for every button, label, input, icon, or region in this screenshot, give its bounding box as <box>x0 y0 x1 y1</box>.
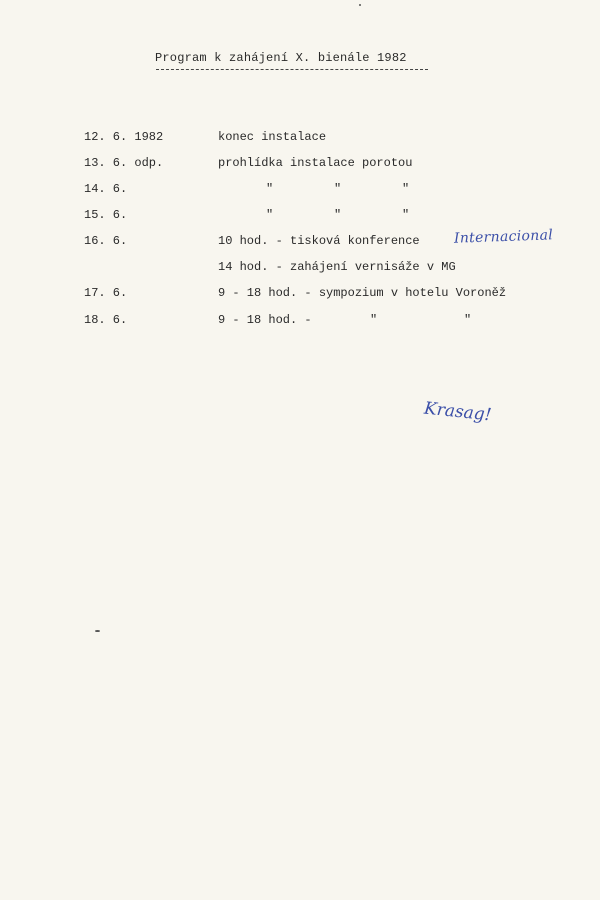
ditto-mark: " <box>334 182 342 196</box>
row-date: 14. 6. <box>84 182 128 196</box>
ditto-mark: " <box>266 208 274 222</box>
paper-speck <box>359 4 361 6</box>
row-event: 10 hod. - tisková konference <box>218 234 420 248</box>
schedule-row <box>0 182 600 200</box>
row-event: prohlídka instalace porotou <box>218 156 413 170</box>
paper-speck <box>95 630 100 632</box>
handwritten-note: Internacional <box>453 227 554 247</box>
ditto-mark: " <box>266 182 274 196</box>
row-date: 15. 6. <box>84 208 128 222</box>
page-title: Program k zahájení X. bienále 1982 <box>155 51 407 65</box>
row-event: 9 - 18 hod. - <box>218 313 312 327</box>
ditto-mark: " <box>402 182 410 196</box>
schedule-row <box>0 156 600 174</box>
signature: Krasag! <box>423 398 493 426</box>
row-date: 17. 6. <box>84 286 128 300</box>
schedule-row <box>0 313 600 331</box>
row-event: 9 - 18 hod. - sympozium v hotelu Voroněž <box>218 286 507 300</box>
ditto-mark: " <box>334 208 342 222</box>
row-date: 13. 6. odp. <box>84 156 164 170</box>
ditto-mark: " <box>402 208 410 222</box>
row-event: konec instalace <box>218 130 327 144</box>
ditto-mark: " <box>370 313 378 327</box>
ditto-mark: " <box>464 313 472 327</box>
schedule-row <box>0 130 600 148</box>
schedule-row <box>0 260 600 278</box>
row-date: 18. 6. <box>84 313 128 327</box>
schedule-row <box>0 286 600 304</box>
row-date: 12. 6. 1982 <box>84 130 164 144</box>
title-underline <box>156 69 428 70</box>
row-date: 16. 6. <box>84 234 128 248</box>
row-event: 14 hod. - zahájení vernisáže v MG <box>218 260 456 274</box>
schedule-row <box>0 208 600 226</box>
